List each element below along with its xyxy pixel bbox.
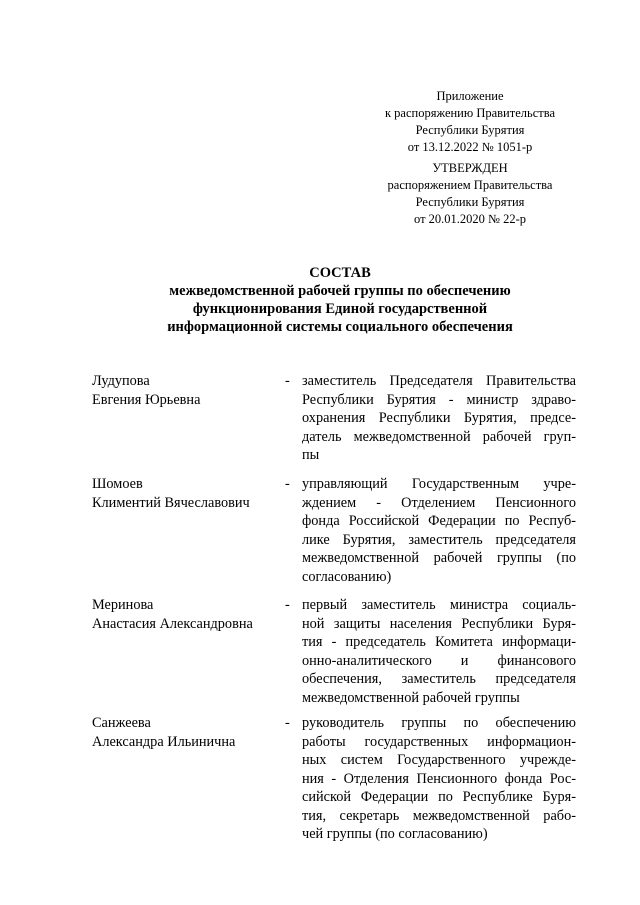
document-title	[100, 264, 580, 336]
member-given-names: Анастасия Александровна	[92, 615, 253, 632]
approval-line: от 20.01.2020 № 22-р	[413, 212, 526, 226]
role-line: тия - председатель Комитета информаци-	[302, 634, 576, 650]
member-name	[92, 475, 282, 512]
role-line: онно-аналитического и финансового	[302, 652, 576, 669]
role-line: чей группы (по согласованию)	[302, 826, 488, 842]
member-role	[302, 475, 576, 586]
approval-line: распоряжением Правительства	[387, 178, 553, 192]
appendix-note	[360, 88, 580, 156]
role-line: ных систем Государственного учрежде-	[302, 752, 576, 768]
approval-line: УТВЕРЖДЕН	[432, 161, 508, 175]
member-role	[302, 596, 576, 707]
title-line: функционирования Единой государственной	[192, 301, 488, 317]
role-line: заместитель Председателя Правительства	[302, 373, 576, 389]
role-line: Республики Бурятия - министр здраво-	[302, 391, 576, 408]
approval-note	[360, 160, 580, 228]
member-given-names: Климентий Вячеславович	[92, 494, 250, 511]
role-line: обеспечения, заместитель председателя	[302, 671, 576, 687]
role-line: руководитель группы по обеспечению	[302, 715, 576, 731]
member-surname: Шомоев	[92, 476, 143, 492]
role-line: ждением - Отделением Пенсионного	[302, 494, 576, 511]
role-line: фонда Российской Федерации по Респуб-	[302, 513, 576, 529]
member-role	[302, 372, 576, 465]
member-name	[92, 714, 282, 751]
role-line: сийской Федерации по Республике Буря-	[302, 789, 576, 805]
role-line: тия, секретарь межведомственной рабо-	[302, 807, 576, 824]
role-line: лике Бурятия, заместитель председателя	[302, 531, 576, 548]
role-line: ния - Отделения Пенсионного фонда Рос-	[302, 770, 576, 787]
role-line: ной защиты населения Республики Буря-	[302, 615, 576, 632]
role-line: межведомственной рабочей группы (по	[302, 550, 576, 566]
member-name	[92, 596, 282, 633]
member-dash: -	[285, 476, 290, 492]
role-line: охранения Республики Бурятия, предсе-	[302, 410, 576, 426]
role-line: датель межведомственной рабочей груп-	[302, 428, 576, 445]
member-surname: Санжеева	[92, 715, 151, 731]
role-line: согласованию)	[302, 568, 392, 585]
role-line: межведомственной рабочей группы	[302, 689, 520, 706]
role-line: первый заместитель министра социаль-	[302, 597, 576, 613]
title-line: информационной системы социального обеспечения	[167, 319, 513, 335]
member-surname: Лудупова	[92, 373, 150, 389]
appendix-line: Республики Бурятия	[415, 123, 525, 137]
member-dash: -	[285, 715, 290, 731]
approval-line: Республики Бурятия	[415, 195, 525, 209]
title-line: межведомственной рабочей группы по обеспечению	[169, 283, 511, 299]
role-line: пы	[302, 447, 320, 463]
role-line: работы государственных информацион-	[302, 733, 576, 750]
member-role	[302, 714, 576, 844]
title-line: СОСТАВ	[309, 265, 371, 281]
member-dash: -	[285, 373, 290, 389]
appendix-line: к распоряжению Правительства	[384, 106, 555, 120]
appendix-line: от 13.12.2022 № 1051-р	[407, 140, 533, 154]
appendix-line: Приложение	[436, 89, 504, 103]
member-dash: -	[285, 597, 290, 613]
member-surname: Меринова	[92, 597, 154, 613]
member-given-names: Александра Ильинична	[92, 733, 236, 750]
role-line: управляющий Государственным учре-	[302, 476, 576, 492]
member-name	[92, 372, 282, 409]
member-given-names: Евгения Юрьевна	[92, 391, 201, 408]
